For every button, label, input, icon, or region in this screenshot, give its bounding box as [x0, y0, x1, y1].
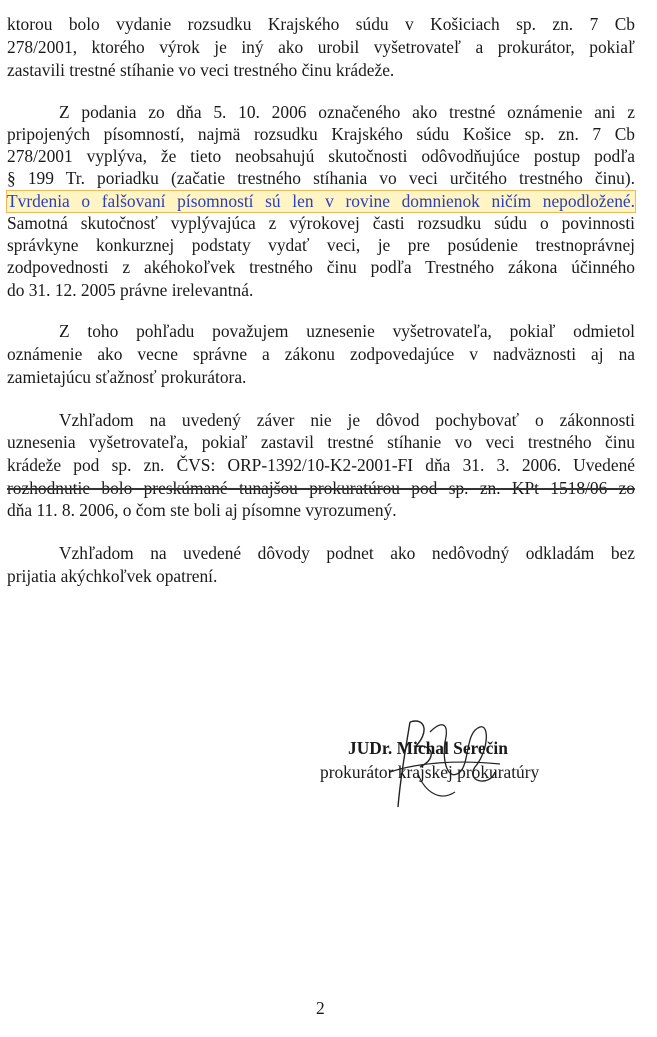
text-line: ktorou bolo vydanie rozsudku Krajského súdu v Košiciach sp. zn. 7 Cb [7, 14, 635, 34]
text-line: 278/2001 vyplýva, že tieto neobsahujú skutočnosti odôvodňujúce postup podľa [7, 146, 635, 166]
page-number: 2 [316, 998, 325, 1018]
text-line: uznesenia vyšetrovateľa, pokiaľ zastavil trestné stíhanie vo veci trestného činu [7, 432, 635, 452]
struck-text-line: rozhodnutie bolo preskúmané tunajšou prokuratúrou pod sp. zn. KPt 1518/06 zo [7, 478, 635, 498]
text-line: zamietajúcu sťažnosť prokurátora. [7, 367, 247, 387]
text-line: § 199 Tr. poriadku (začatie trestného stíhania vo veci určitého trestného činu). [7, 168, 635, 188]
text-line: Vzhľadom na uvedený záver nie je dôvod pochybovať o zákonnosti [59, 410, 635, 430]
text-line: dňa 11. 8. 2006, o čom ste boli aj písomne vyrozumený. [7, 500, 397, 520]
text-line: Z toho pohľadu považujem uznesenie vyšetrovateľa, pokiaľ odmietol [59, 321, 635, 341]
text-line: zodpovednosti z akéhokoľvek trestného činu podľa Trestného zákona účinného [7, 257, 635, 277]
text-line: oznámenie ako vecne správne a zákonu zodpovedajúce v nadväznosti aj na [7, 344, 635, 364]
text-line: do 31. 12. 2005 právne irelevantná. [7, 280, 254, 300]
signatory-name: JUDr. Michal Serečin [348, 738, 508, 758]
text-line: Samotná skutočnosť vyplývajúca z výrokovej časti rozsudku súdu o povinnosti [7, 213, 635, 233]
text-line: pripojených písomností, najmä rozsudku Krajského súdu Košice sp. zn. 7 Cb [7, 124, 635, 144]
text-line: Z podania zo dňa 5. 10. 2006 označeného ako trestné oznámenie ani z [59, 102, 635, 122]
signatory-title: prokurátor krajskej prokuratúry [320, 762, 540, 782]
text-line: prijatia akýchkoľvek opatrení. [7, 566, 218, 586]
text-line: 278/2001, ktorého výrok je iný ako urobil vyšetrovateľ a prokurátor, pokiaľ [7, 37, 635, 57]
text-line: zastavili trestné stíhanie vo veci trestného činu krádeže. [7, 60, 395, 80]
highlighted-text-line: Tvrdenia o falšovaní písomností sú len v rovine domnienok ničím nepodložené. [7, 191, 635, 211]
text-line: Vzhľadom na uvedené dôvody podnet ako nedôvodný odkladám bez [59, 543, 635, 563]
text-line: krádeže pod sp. zn. ČVS: ORP-1392/10-K2-2001-FI dňa 31. 3. 2006. Uvedené [7, 455, 635, 475]
text-line: správkyne konkurznej podstaty vydať veci, je pre posúdenie trestnoprávnej [7, 235, 635, 255]
